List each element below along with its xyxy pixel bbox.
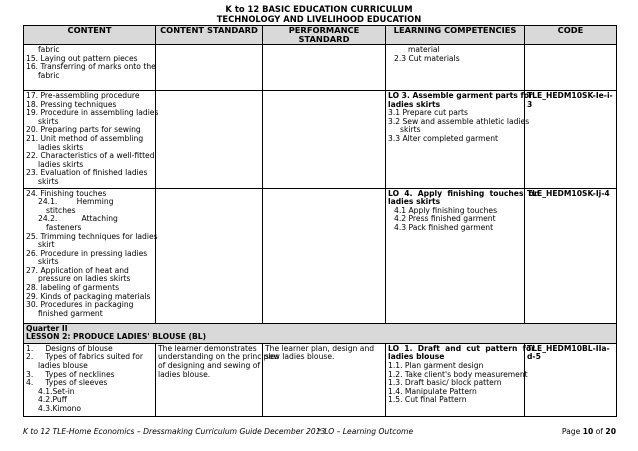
content-cell xyxy=(24,343,156,416)
footer-legend: * LO – Learning Outcome xyxy=(318,427,414,436)
table-row xyxy=(24,91,617,189)
code-cell xyxy=(525,91,617,189)
content-line: fabric xyxy=(38,45,60,54)
competency-line: 2.3 Cut materials xyxy=(394,53,460,63)
content-line: ladies skirts xyxy=(38,159,84,169)
table-header-row xyxy=(24,26,617,45)
learning-outcome-title: LO 3. Assemble garment parts for xyxy=(388,91,533,100)
content-line: 28. labeling of garments xyxy=(26,283,120,293)
page-indicator xyxy=(562,427,616,436)
performance-standard-cell xyxy=(263,188,386,323)
competency-cell xyxy=(386,91,533,189)
learning-outcome-title: LO 1. Draft and cut pattern for xyxy=(388,343,535,353)
competency-line: skirts xyxy=(400,125,421,135)
competency-line: 1.5. Cut final Pattern xyxy=(388,395,467,405)
learning-outcome-title: ladies skirts xyxy=(388,99,441,109)
content-line: 26. Procedure in pressing ladies xyxy=(26,248,148,258)
competency-line: 3.2 Sew and assemble athletic ladies xyxy=(388,116,530,126)
content-line: 17. Pre-assembling procedure xyxy=(26,91,140,100)
page-of: of xyxy=(593,427,606,436)
content-standard-cell xyxy=(156,343,280,416)
competency-code: TLE_HEDM10BL-IIa- xyxy=(527,343,610,353)
content-line: ladies skirts xyxy=(38,142,84,152)
competency-cell xyxy=(386,188,540,323)
content-line: 23. Evaluation of finished ladies xyxy=(26,168,148,178)
lesson-title: LESSON 2: PRODUCE LADIES' BLOUSE (BL) xyxy=(26,332,207,342)
performance-standard-cell xyxy=(263,91,386,189)
page-total: 20 xyxy=(605,427,616,436)
content-line: 4.3.Kimono xyxy=(38,403,82,413)
content-line: 16. Transferring of marks onto the xyxy=(26,62,156,72)
content-standard-cell xyxy=(156,91,263,189)
quarter-cell xyxy=(24,323,617,343)
footer-guide-title: K to 12 TLE-Home Economics – Dressmaking Curriculum Guide December 2013 xyxy=(23,427,326,436)
competency-line: 1.3. Draft basic/ block pattern xyxy=(388,378,502,388)
content-line: 29. Kinds of packaging materials xyxy=(26,291,151,301)
col-header-content-standard: CONTENT STANDARD xyxy=(156,26,263,45)
competency-code: TLE_HEDM10SK-Ij-4 xyxy=(527,188,610,198)
page-prefix: Page xyxy=(561,427,583,436)
competency-cell xyxy=(386,45,525,91)
page-number: 10 xyxy=(582,427,594,436)
content-cell xyxy=(24,45,156,91)
competency-code: 3 xyxy=(527,99,533,109)
content-line: skirts xyxy=(38,257,59,267)
content-line: 20. Preparing parts for sewing xyxy=(26,125,141,135)
content-line: 4. Types of sleeves xyxy=(26,378,108,388)
col-header-learning-competencies: LEARNING COMPETENCIES xyxy=(386,26,525,45)
content-standard-line: understanding on the principles xyxy=(158,352,280,362)
col-header-code: CODE xyxy=(525,26,617,45)
content-line: finished garment xyxy=(38,308,103,318)
content-line: ladies blouse xyxy=(38,360,88,370)
content-line: 27. Application of heat and xyxy=(26,265,129,275)
content-line: skirts xyxy=(38,176,59,186)
code-cell xyxy=(525,45,617,91)
competency-code: TLE_HEDM10SK-Ie-i- xyxy=(527,91,613,100)
content-cell xyxy=(24,188,156,323)
content-line: fasteners xyxy=(46,222,82,232)
content-line: 24.1. Hemming xyxy=(38,197,114,207)
code-cell xyxy=(525,188,617,323)
competency-code: d-5 xyxy=(527,352,541,362)
col-header-performance-standard: PERFORMANCE STANDARD xyxy=(263,26,386,45)
content-line: 21. Unit method of assembling xyxy=(26,133,144,143)
content-line: stitches xyxy=(46,205,76,215)
content-standard-line: of designing and sewing of xyxy=(158,360,261,370)
content-standard-cell xyxy=(156,188,263,323)
performance-standard-line: sew ladies blouse. xyxy=(265,352,335,362)
content-line: fabric xyxy=(38,70,60,80)
content-line: skirt xyxy=(38,240,55,250)
curriculum-table xyxy=(23,25,617,417)
content-line: skirts xyxy=(38,116,59,126)
content-line: 22. Characteristics of a well-fitted xyxy=(26,151,155,161)
competency-line: 3.1 Prepare cut parts xyxy=(388,108,468,118)
competency-line: 1.1. Plan garment design xyxy=(388,360,484,370)
content-line: 2. Types of fabrics suited for xyxy=(26,352,143,362)
curriculum-title: K to 12 BASIC EDUCATION CURRICULUM xyxy=(225,4,413,14)
col-header-content: CONTENT xyxy=(24,26,156,45)
competency-line: 4.1 Apply finishing touches xyxy=(394,205,498,215)
table-row xyxy=(24,188,617,323)
content-line: 19. Procedure in assembling ladies xyxy=(26,108,159,118)
learning-outcome-title: ladies blouse xyxy=(388,352,445,362)
content-line: pressure on ladies skirts xyxy=(38,274,131,284)
competency-line: 4.3 Pack finished garment xyxy=(394,222,494,232)
content-line: 15. Laying out pattern pieces xyxy=(26,53,138,63)
content-standard-line: The learner demonstrates xyxy=(158,343,257,353)
performance-standard-cell xyxy=(263,45,386,91)
competency-line: 4.2 Press finished garment xyxy=(394,214,496,224)
learning-outcome-title: ladies skirts xyxy=(388,197,441,207)
content-line: 24.2. Attaching xyxy=(38,214,118,224)
content-line: 3. Types of necklines xyxy=(26,369,115,379)
quarter-title: Quarter II xyxy=(26,323,68,333)
content-line: 4.1.Set-in xyxy=(38,386,75,396)
content-line: 30. Procedures in packaging xyxy=(26,300,134,310)
competency-line: 1.4. Manipulate Pattern xyxy=(388,386,477,396)
content-line: 1. Designs of blouse xyxy=(26,343,113,353)
performance-standard-cell xyxy=(263,343,386,416)
table-row xyxy=(24,343,617,416)
code-cell xyxy=(525,343,617,416)
quarter-row xyxy=(24,323,617,343)
content-line: 18. Pressing techniques xyxy=(26,99,117,109)
competency-line: material xyxy=(408,45,440,54)
content-cell xyxy=(24,91,159,189)
content-line: 25. Trimming techniques for ladies xyxy=(26,231,158,241)
table-row xyxy=(24,45,617,91)
content-line: 24. Finishing touches xyxy=(26,188,107,198)
performance-standard-line: The learner plan, design and xyxy=(265,343,375,353)
content-standard-line: ladies blouse. xyxy=(158,369,211,379)
learning-outcome-title: LO 4. Apply finishing touches on xyxy=(388,188,540,198)
content-line: 4.2.Puff xyxy=(38,395,67,405)
subject-title: TECHNOLOGY AND LIVELIHOOD EDUCATION xyxy=(216,14,422,24)
content-standard-cell xyxy=(156,45,263,91)
competency-line: 1.2. Take client's body measurement xyxy=(388,369,528,379)
competency-line: 3.3 Alter completed garment xyxy=(388,133,499,143)
